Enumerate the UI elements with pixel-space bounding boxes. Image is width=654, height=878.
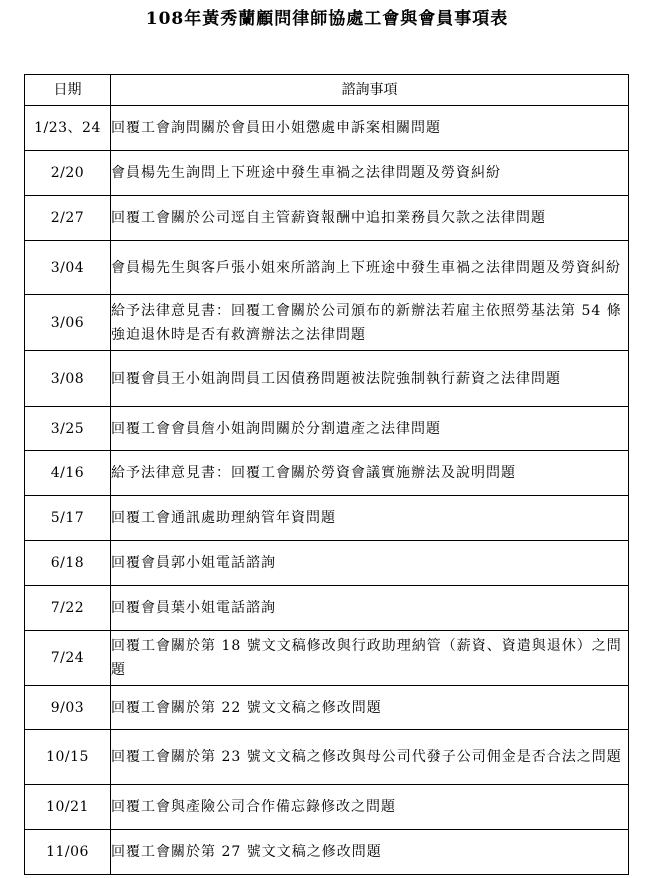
table-row bbox=[25, 351, 629, 407]
row-date: 3/06 bbox=[25, 295, 111, 351]
row-date: 1/23、24 bbox=[25, 106, 111, 151]
row-date: 7/22 bbox=[25, 586, 111, 631]
row-date: 5/17 bbox=[25, 496, 111, 541]
row-date: 10/15 bbox=[25, 730, 111, 785]
row-item: 回覆工會詢問關於會員田小姐懲處申訴案相關問題 bbox=[111, 106, 629, 151]
table-row bbox=[25, 586, 629, 631]
row-date: 2/20 bbox=[25, 151, 111, 196]
table-row bbox=[25, 295, 629, 351]
row-item: 會員楊先生與客戶張小姐來所諮詢上下班途中發生車禍之法律問題及勞資糾紛 bbox=[111, 241, 629, 295]
table-row bbox=[25, 830, 629, 875]
table-row bbox=[25, 241, 629, 295]
row-item: 會員楊先生詢問上下班途中發生車禍之法律問題及勞資糾紛 bbox=[111, 151, 629, 196]
row-item: 回覆會員郭小姐電話諮詢 bbox=[111, 541, 629, 586]
row-item: 回覆會員葉小姐電話諮詢 bbox=[111, 586, 629, 631]
row-date: 2/27 bbox=[25, 196, 111, 241]
row-date: 3/08 bbox=[25, 351, 111, 407]
row-item: 給予法律意見書：回覆工會關於公司頒布的新辦法若雇主依照勞基法第 54 條強迫退休時是否有救濟辦法之法律問題 bbox=[111, 295, 629, 351]
row-date: 3/04 bbox=[25, 241, 111, 295]
table-row bbox=[25, 541, 629, 586]
table-row bbox=[25, 496, 629, 541]
table-row bbox=[25, 730, 629, 785]
row-date: 9/03 bbox=[25, 686, 111, 730]
table-row bbox=[25, 407, 629, 451]
consultation-table bbox=[24, 74, 629, 875]
table-row bbox=[25, 631, 629, 686]
row-item: 回覆會員王小姐詢問員工因債務問題被法院強制執行薪資之法律問題 bbox=[111, 351, 629, 407]
row-item: 回覆工會關於第 18 號文文稿修改與行政助理納管（薪資、資遣與退休）之問題 bbox=[111, 631, 629, 686]
row-date: 10/21 bbox=[25, 785, 111, 830]
table-row bbox=[25, 106, 629, 151]
row-date: 3/25 bbox=[25, 407, 111, 451]
table-row bbox=[25, 151, 629, 196]
table-row bbox=[25, 686, 629, 730]
row-date: 7/24 bbox=[25, 631, 111, 686]
row-item: 給予法律意見書：回覆工會關於勞資會議實施辦法及說明問題 bbox=[111, 451, 629, 496]
table-row bbox=[25, 785, 629, 830]
header-date: 日期 bbox=[25, 75, 111, 106]
table-row bbox=[25, 451, 629, 496]
row-date: 6/18 bbox=[25, 541, 111, 586]
header-item: 諮詢事項 bbox=[111, 75, 629, 106]
row-date: 4/16 bbox=[25, 451, 111, 496]
table-header-row bbox=[25, 75, 629, 106]
row-item: 回覆工會關於公司逕自主管薪資報酬中追扣業務員欠款之法律問題 bbox=[111, 196, 629, 241]
row-item: 回覆工會通訊處助理納管年資問題 bbox=[111, 496, 629, 541]
row-item: 回覆工會關於第 27 號文文稿之修改問題 bbox=[111, 830, 629, 875]
row-item: 回覆工會關於第 22 號文文稿之修改問題 bbox=[111, 686, 629, 730]
row-item: 回覆工會關於第 23 號文文稿之修改與母公司代發子公司佣金是否合法之問題 bbox=[111, 730, 629, 785]
row-item: 回覆工會會員詹小姐詢問關於分割遺產之法律問題 bbox=[111, 407, 629, 451]
row-item: 回覆工會與產險公司合作備忘錄修改之問題 bbox=[111, 785, 629, 830]
row-date: 11/06 bbox=[25, 830, 111, 875]
table-row bbox=[25, 196, 629, 241]
document-title: 108年黃秀蘭顧問律師協處工會與會員事項表 bbox=[145, 9, 509, 29]
